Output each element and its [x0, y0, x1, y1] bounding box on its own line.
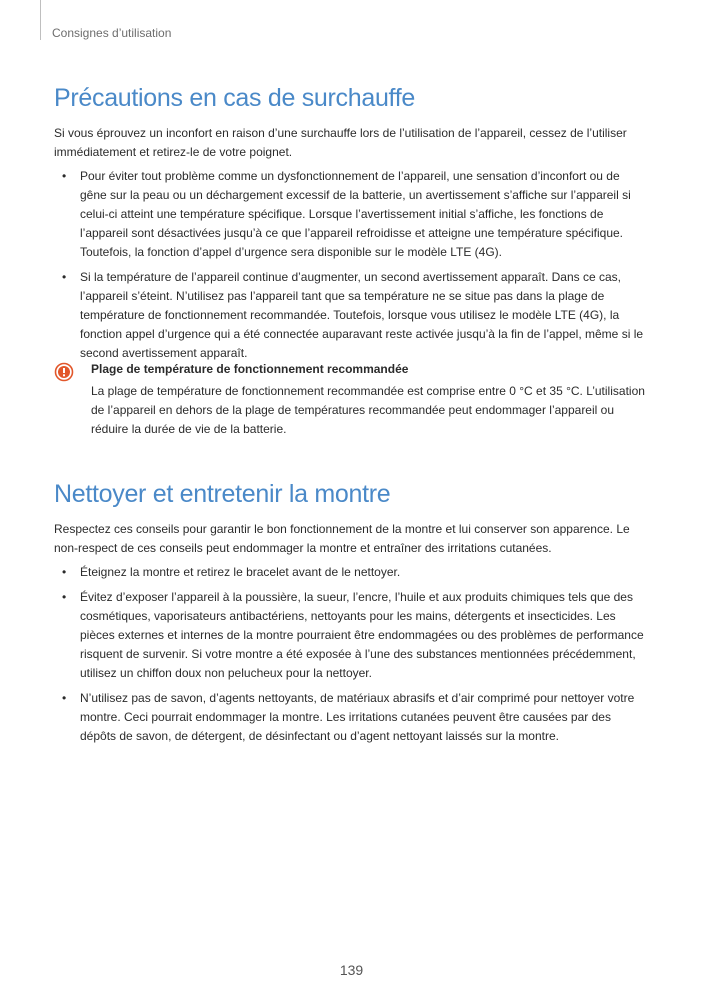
page-number: 139 [339, 962, 364, 978]
list-item: • Évitez d’exposer l’appareil à la poussière, la sueur, l’encre, l’huile et aux produits chimiques tels que des cosmétiques, vaporisateurs antibactériens, nettoyants pour les mains, détergents et insecticides. Les pièces externes et internes de la montre pourraient être endommagées ou des problèmes de performance risquent de survenir. Si votre montre a été exposée à l’une des substances mentionnées précédemment, utilisez un chiffon doux non pelucheux pour la nettoyer. [62, 590, 644, 680]
bullet-marker: • [62, 691, 67, 705]
bullet-marker: • [62, 169, 67, 183]
bullet-list-overheating [54, 167, 648, 369]
caution-icon [54, 362, 74, 382]
header-rule [40, 0, 41, 40]
section-title-overheating: Précautions en cas de surchauffe [54, 84, 416, 112]
section-intro-cleaning: Respectez ces conseils pour garantir le bon fonctionnement de la montre et lui conserver son apparence. Le non-respect de ces conseils peut endommager la montre et entraîner des irritations cutanées. [54, 522, 630, 555]
bullet-marker: • [62, 590, 67, 604]
list-item: • Si la température de l’appareil continue d’augmenter, un second avertissement apparaît. Dans ce cas, l’appareil s’éteint. N’utilisez pas l’appareil tant que sa température ne se situe pas dans la plage de température de fonctionnement recommandée. Toutefois, lorsque vous utilisez le modèle LTE (4G), la fonction appel d’urgence qui a été connectée auparavant reste activée jusqu’à la fin de l’appel, même si le second avertissement apparaît. [62, 270, 644, 360]
bullet-marker: • [62, 270, 67, 284]
caution-title: Plage de température de fonctionnement recommandée [91, 362, 409, 376]
bullet-marker: • [62, 565, 67, 579]
list-item: • Éteignez la montre et retirez le bracelet avant de le nettoyer. [54, 563, 648, 582]
section-title-cleaning: Nettoyer et entretenir la montre [54, 480, 391, 508]
list-item: • N’utilisez pas de savon, d’agents nettoyants, de matériaux abrasifs et d’air comprimé pour nettoyer votre montre. Ceci pourrait endommager la montre. Les irritations cutanées peuvent être causées par des dépôts de savon, de détergent, de désinfectant ou d’agent nettoyant laissés sur la montre. [62, 691, 635, 743]
section-intro-overheating: Si vous éprouvez un inconfort en raison d’une surchauffe lors de l’utilisation de l’appareil, cessez de l’utiliser immédiatement et retirez-le de votre poignet. [54, 126, 627, 159]
list-item: • Pour éviter tout problème comme un dysfonctionnement de l’appareil, une sensation d’inconfort ou de gêne sur la peau ou un déchargement excessif de la batterie, un avertissement s’affiche sur l’appareil si celui-ci atteint une température spécifique. Lorsque l’avertissement initial s’affiche, les fonctions de l’appareil sont désactivées jusqu’à ce que l’appareil refroidisse et atteigne une température spécifique. Toutefois, la fonction d’appel d’urgence sera disponible sur le modèle LTE (4G). [62, 169, 631, 259]
bullet-list-cleaning [54, 563, 648, 752]
running-header: Consignes d’utilisation [52, 26, 172, 40]
caution-body: La plage de température de fonctionnement recommandée est comprise entre 0 °C et 35 °C. L’utilisation de l’appareil en dehors de la plage de températures recommandée peut endommager l’appareil ou réduire la durée de vie de la batterie. [91, 384, 645, 436]
